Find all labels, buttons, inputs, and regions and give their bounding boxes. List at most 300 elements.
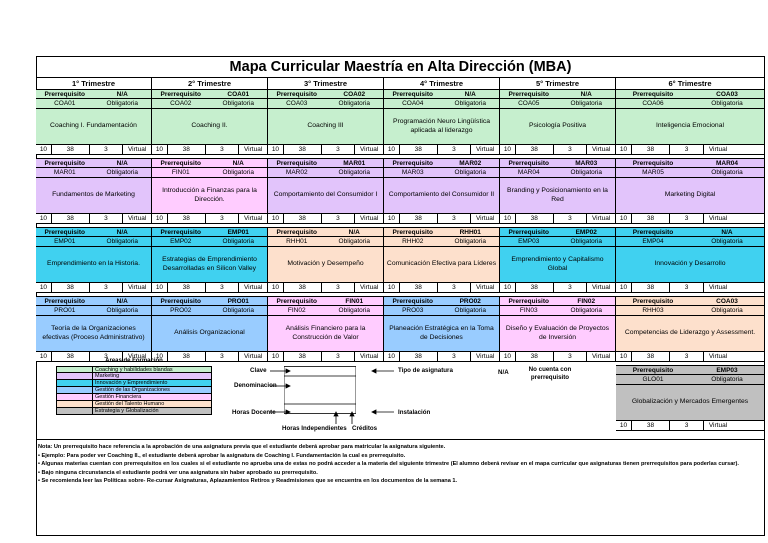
course-code: FIN02 [287, 307, 306, 314]
legend-item [56, 380, 212, 387]
course-name: Marketing Digital [616, 178, 765, 214]
course-card[interactable] [268, 296, 384, 365]
course-name: Coaching I. Fundamentación [36, 109, 152, 145]
modalidad: Virtual [708, 146, 728, 153]
horas-docente: 10 [616, 283, 632, 292]
horas-independientes: 38 [632, 145, 670, 154]
legend-swatch [57, 373, 93, 379]
horas-docente: 10 [384, 145, 400, 154]
course-card[interactable] [500, 296, 616, 365]
prereq-label: Prerrequisito [44, 229, 85, 236]
note-line: • Se recomienda leer las Políticas sobre- Re-cursar Asignaturas, Aplazamientos Retiros y Readmisiones que se encuentra en los documentos de la semana 1. [38, 478, 458, 484]
course-name: Fundamentos de Marketing [36, 178, 152, 214]
horas-independientes: 38 [632, 214, 670, 223]
course-type: Obligatoria [711, 238, 743, 245]
prereq-value: EMP01 [227, 229, 249, 236]
course-card[interactable] [384, 227, 500, 296]
modalidad: Virtual [591, 215, 611, 222]
course-code: RHH01 [286, 238, 308, 245]
modalidad: Virtual [359, 215, 379, 222]
modalidad: Virtual [475, 284, 495, 291]
course-type: Obligatoria [106, 169, 138, 176]
course-code: COA06 [642, 100, 664, 107]
trimestre-label: 2° Trimestre [152, 78, 268, 89]
course-type: Obligatoria [711, 376, 743, 383]
horas-independientes: 38 [516, 214, 554, 223]
course-card[interactable] [36, 296, 152, 365]
course-card[interactable] [384, 296, 500, 365]
modalidad: Virtual [708, 215, 728, 222]
course-name: Introducción a Finanzas para la Dirección. [152, 178, 268, 214]
creditos: 3 [90, 352, 124, 361]
legend-title: Areas de Formación [105, 358, 163, 364]
course-name: Planeación Estratégica en la Toma de Decisiones [384, 316, 500, 352]
course-card[interactable] [268, 227, 384, 296]
course-name: Inteligencia Emocional [616, 109, 765, 145]
prereq-label: Prerrequisito [632, 160, 674, 167]
prereq-value: COA03 [716, 91, 738, 98]
course-type: Obligatoria [222, 238, 254, 245]
trimestre-column [616, 78, 765, 434]
legend-label: Innovación y Emprendimiento [93, 380, 211, 386]
legend-item [56, 394, 212, 401]
trimestre-column [268, 78, 384, 365]
course-name: Análisis Financiero para la Construcción de Valor [268, 316, 384, 352]
legend-item [56, 401, 212, 408]
course-type: Obligatoria [106, 100, 138, 107]
notes [36, 439, 765, 536]
creditos: 3 [438, 283, 472, 292]
horas-docente: 10 [500, 283, 516, 292]
legend-label: Estrategia y Globalización [93, 408, 211, 414]
trimestre-label: 1° Trimestre [36, 78, 152, 89]
modalidad: Virtual [359, 353, 379, 360]
prereq-label: Prerrequisito [392, 91, 433, 98]
creditos: 3 [554, 352, 588, 361]
course-code: RHH02 [402, 238, 424, 245]
modalidad: Virtual [591, 146, 611, 153]
prereq-label: Prerrequisito [276, 229, 317, 236]
legend-swatch [57, 380, 93, 386]
creditos: 3 [206, 145, 240, 154]
prereq-value: N/A [348, 229, 360, 236]
key-horas-docente: Horas Docente [232, 409, 276, 416]
modalidad: Virtual [708, 422, 728, 429]
course-code: EMP04 [642, 238, 664, 245]
horas-docente: 10 [36, 145, 52, 154]
prereq-label: Prerrequisito [508, 229, 549, 236]
note-line: • Algunas materias cuentan con prerrequisitos en los cuales si el estudiante no aprueba una de estas no podrá acceder a la materia del siguiente trimestre (El alumno deberá revisar en el mapa curricular que asignaturas tienen prerrequisitos para poderlas cursar). [38, 461, 739, 467]
legend-label: Gestión de las Organizaciones [93, 387, 211, 393]
modalidad: Virtual [708, 353, 728, 360]
course-code: FIN01 [171, 169, 190, 176]
prereq-label: Prerrequisito [508, 298, 549, 305]
prereq-label: Prerrequisito [276, 298, 317, 305]
course-name: Coaching III [268, 109, 384, 145]
course-type: Obligatoria [454, 169, 486, 176]
horas-independientes: 38 [52, 214, 90, 223]
course-type: Obligatoria [338, 169, 370, 176]
horas-independientes: 38 [284, 352, 322, 361]
prereq-label: Prerrequisito [508, 91, 549, 98]
horas-docente: 10 [616, 421, 632, 430]
course-card[interactable] [616, 89, 765, 158]
prereq-label: Prerrequisito [160, 298, 201, 305]
horas-independientes: 38 [52, 283, 90, 292]
legend-swatch [57, 387, 93, 393]
horas-independientes: 38 [516, 352, 554, 361]
creditos: 3 [554, 145, 588, 154]
prereq-value: COA01 [227, 91, 250, 98]
prereq-label: Prerrequisito [44, 298, 85, 305]
prereq-label: Prerrequisito [276, 160, 317, 167]
horas-docente: 10 [616, 352, 632, 361]
horas-independientes: 38 [284, 283, 322, 292]
horas-docente: 10 [36, 352, 52, 361]
course-type: Obligatoria [454, 238, 486, 245]
legend-item [56, 366, 212, 373]
horas-docente: 10 [268, 352, 284, 361]
course-name: Comportamiento del Consumidor II [384, 178, 500, 214]
trimestre-label: 5° Trimestre [500, 78, 616, 89]
modalidad: Virtual [359, 284, 379, 291]
horas-docente: 10 [36, 283, 52, 292]
course-type: Obligatoria [570, 238, 602, 245]
prereq-label: Prerrequisito [44, 91, 85, 98]
course-name: Emprendimiento en la Historia. [36, 247, 152, 283]
course-type: Obligatoria [106, 238, 138, 245]
prereq-label: Prerrequisito [392, 229, 433, 236]
course-name: Teoría de la Organizaciones efectivas (Proceso Administrativo) [36, 316, 152, 352]
course-code: EMP01 [54, 238, 76, 245]
prereq-value: RHH01 [459, 229, 481, 236]
creditos: 3 [670, 145, 704, 154]
trimestre-column [36, 78, 152, 365]
prereq-label: Prerrequisito [508, 160, 549, 167]
legend-item [56, 373, 212, 380]
modalidad: Virtual [591, 353, 611, 360]
horas-docente: 10 [500, 352, 516, 361]
modalidad: Virtual [475, 146, 495, 153]
creditos: 3 [322, 352, 356, 361]
course-name: Estrategias de Emprendimiento Desarrolladas en Silicon Valley [152, 247, 268, 283]
prereq-label: Prerrequisito [632, 229, 674, 236]
legend-label: Marketing [93, 373, 211, 379]
prereq-value: FIN02 [577, 298, 596, 305]
course-card[interactable] [36, 158, 152, 227]
course-name: Emprendimiento y Capitalismo Global [500, 247, 616, 283]
horas-docente: 10 [36, 214, 52, 223]
course-type: Obligatoria [570, 169, 602, 176]
creditos: 3 [90, 145, 124, 154]
course-card[interactable] [616, 365, 765, 434]
horas-independientes: 38 [400, 145, 438, 154]
course-type: Obligatoria [338, 238, 370, 245]
course-name: Comunicación Efectiva para Líderes [384, 247, 500, 283]
course-card[interactable] [616, 227, 765, 296]
prereq-value: N/A [116, 160, 128, 167]
course-card[interactable] [152, 158, 268, 227]
modalidad: Virtual [243, 146, 263, 153]
course-type: Obligatoria [338, 100, 370, 107]
course-card[interactable] [384, 158, 500, 227]
prereq-label: Prerrequisito [160, 229, 201, 236]
horas-independientes: 38 [168, 283, 206, 292]
course-name: Globalización y Mercados Emergentes [616, 385, 765, 421]
legend-swatch [57, 408, 93, 414]
course-type: Obligatoria [222, 307, 254, 314]
horas-independientes: 38 [168, 145, 206, 154]
horas-docente: 10 [500, 145, 516, 154]
course-type: Obligatoria [711, 169, 743, 176]
course-card[interactable] [384, 89, 500, 158]
prereq-value: N/A [232, 160, 244, 167]
horas-independientes: 38 [168, 352, 206, 361]
horas-independientes: 38 [400, 214, 438, 223]
course-card[interactable] [152, 296, 268, 365]
creditos: 3 [322, 283, 356, 292]
course-card[interactable] [500, 89, 616, 158]
prereq-label: Prerrequisito [392, 298, 433, 305]
legend-item [56, 408, 212, 415]
horas-docente: 10 [268, 214, 284, 223]
course-name: Competencias de Liderazgo y Assessment. [616, 316, 765, 352]
course-name: Branding y Posicionamiento en la Red [500, 178, 616, 214]
course-name: Diseño y Evaluación de Proyectos de Inversión [500, 316, 616, 352]
creditos: 3 [554, 283, 588, 292]
legend-swatch [57, 367, 93, 372]
course-card[interactable] [268, 158, 384, 227]
course-code: EMP02 [170, 238, 192, 245]
modalidad: Virtual [359, 146, 379, 153]
course-type: Obligatoria [570, 307, 602, 314]
modalidad: Virtual [127, 284, 147, 291]
course-card[interactable] [268, 89, 384, 158]
prereq-value: EMP02 [575, 229, 597, 236]
course-code: MAR01 [53, 169, 76, 176]
course-code: GLO01 [642, 376, 664, 383]
horas-independientes: 38 [52, 352, 90, 361]
trimestre-label: 4° Trimestre [384, 78, 500, 89]
prereq-value: MAR03 [575, 160, 598, 167]
prereq-label: Prerrequisito [632, 91, 674, 98]
course-type: Obligatoria [106, 307, 138, 314]
course-code: MAR03 [401, 169, 424, 176]
prereq-label: Prerrequisito [276, 91, 317, 98]
horas-independientes: 38 [400, 283, 438, 292]
legend [56, 357, 212, 415]
key-creditos: Créditos [352, 425, 378, 432]
prereq-label: Prerrequisito [632, 298, 674, 305]
modalidad: Virtual [243, 353, 263, 360]
horas-docente: 10 [152, 214, 168, 223]
key-denominacion: Denominacion [234, 382, 277, 389]
modalidad: Virtual [127, 215, 147, 222]
creditos: 3 [670, 214, 704, 223]
prereq-value: N/A [464, 91, 476, 98]
creditos: 3 [206, 352, 240, 361]
course-code: MAR04 [517, 169, 540, 176]
course-name: Motivación y Desempeño [268, 247, 384, 283]
horas-docente: 10 [384, 352, 400, 361]
horas-independientes: 38 [632, 352, 670, 361]
key-horas-independientes: Horas Independientes [282, 425, 347, 432]
prereq-value: PRO01 [227, 298, 249, 305]
legend-swatch [57, 394, 93, 400]
key-na-desc: No cuenta con prerrequisito [528, 366, 572, 381]
creditos: 3 [90, 283, 124, 292]
course-type: Obligatoria [711, 307, 743, 314]
prereq-value: MAR04 [715, 160, 739, 167]
course-code: COA05 [518, 100, 540, 107]
legend-label: Gestión Financiera [93, 394, 211, 400]
note-line: • Ejemplo: Para poder ver Coaching II., el estudiante deberá aprobar la asignatura de Coaching I. Fundamentación la cual es prerrequisito. [38, 452, 406, 459]
horas-docente: 10 [268, 145, 284, 154]
horas-docente: 10 [152, 283, 168, 292]
key-arrows [264, 366, 434, 428]
horas-docente: 10 [384, 283, 400, 292]
horas-docente: 10 [152, 352, 168, 361]
creditos: 3 [670, 352, 704, 361]
prereq-label: Prerrequisito [392, 160, 433, 167]
prereq-value: EMP03 [716, 367, 738, 374]
course-code: MAR02 [285, 169, 308, 176]
modalidad: Virtual [127, 353, 147, 360]
prereq-label: Prerrequisito [44, 160, 85, 167]
course-name: Coaching II. [152, 109, 268, 145]
key-instalacion: Instalación [398, 409, 431, 416]
creditos: 3 [206, 214, 240, 223]
horas-docente: 10 [152, 145, 168, 154]
modalidad: Virtual [127, 146, 147, 153]
course-name: Análisis Organizacional [152, 316, 268, 352]
horas-independientes: 38 [400, 352, 438, 361]
creditos: 3 [670, 421, 704, 430]
horas-independientes: 38 [52, 145, 90, 154]
horas-docente: 10 [616, 214, 632, 223]
course-code: FIN03 [519, 307, 538, 314]
horas-docente: 10 [384, 214, 400, 223]
horas-independientes: 38 [516, 283, 554, 292]
modalidad: Virtual [243, 215, 263, 222]
course-code: PRO01 [54, 307, 76, 314]
prereq-value: N/A [580, 91, 592, 98]
course-name: Psicología Positiva [500, 109, 616, 145]
course-code: COA01 [54, 100, 76, 107]
creditos: 3 [90, 214, 124, 223]
course-code: COA03 [286, 100, 308, 107]
creditos: 3 [438, 145, 472, 154]
course-code: PRO03 [402, 307, 424, 314]
prereq-value: N/A [116, 298, 128, 305]
horas-docente: 10 [268, 283, 284, 292]
trimestre-column [152, 78, 268, 365]
prereq-value: FIN01 [345, 298, 364, 305]
legend-label: Gestión del Talento Humano [93, 401, 211, 407]
prereq-value: COA03 [716, 298, 738, 305]
course-card[interactable] [500, 158, 616, 227]
course-name: Programación Neuro Lingüística aplicada al liderazgo [384, 109, 500, 145]
course-type: Obligatoria [570, 100, 602, 107]
trimestre-column [384, 78, 500, 365]
course-code: RHH03 [642, 307, 664, 314]
course-card[interactable] [500, 227, 616, 296]
creditos: 3 [670, 283, 704, 292]
key-tipo: Tipo de asignatura [398, 367, 453, 374]
prereq-value: MAR02 [459, 160, 482, 167]
creditos: 3 [554, 214, 588, 223]
prereq-label: Prerrequisito [160, 91, 201, 98]
note-line: Nota: Un prerrequisito hace referencia a la aprobación de una asignatura previa que el estudiante deberá aprobar para matricular la asignatura siguiente. [38, 444, 446, 450]
creditos: 3 [438, 214, 472, 223]
horas-independientes: 38 [168, 214, 206, 223]
horas-independientes: 38 [284, 145, 322, 154]
course-type: Obligatoria [338, 307, 370, 314]
course-code: MAR05 [642, 169, 664, 176]
trimestre-column [500, 78, 616, 365]
course-type: Obligatoria [222, 100, 254, 107]
course-name: Comportamiento del Consumidor I [268, 178, 384, 214]
key-na: N/A [498, 369, 509, 376]
creditos: 3 [322, 214, 356, 223]
horas-independientes: 38 [632, 421, 670, 430]
course-type: Obligatoria [222, 169, 254, 176]
prereq-value: N/A [116, 91, 128, 98]
course-card[interactable] [36, 227, 152, 296]
course-card[interactable] [616, 296, 765, 365]
prereq-label: Prerrequisito [160, 160, 201, 167]
horas-independientes: 38 [632, 283, 670, 292]
trimestre-label: 3° Trimestre [268, 78, 384, 89]
course-card[interactable] [152, 89, 268, 158]
prereq-value: MAR01 [343, 160, 366, 167]
modalidad: Virtual [243, 284, 263, 291]
legend-label: Coaching y habilidades blandas [93, 367, 211, 372]
modalidad: Virtual [475, 353, 495, 360]
course-code: COA02 [170, 100, 192, 107]
horas-docente: 10 [616, 145, 632, 154]
course-card[interactable] [616, 158, 765, 227]
course-type: Obligatoria [454, 100, 486, 107]
key-clave: Clave [250, 367, 267, 374]
legend-item [56, 387, 212, 394]
modalidad: Virtual [708, 284, 728, 291]
modalidad: Virtual [475, 215, 495, 222]
horas-docente: 10 [500, 214, 516, 223]
course-code: PRO02 [170, 307, 192, 314]
trimestre-label: 6° Trimestre [616, 78, 765, 89]
horas-independientes: 38 [284, 214, 322, 223]
course-code: EMP03 [518, 238, 540, 245]
page-title: Mapa Curricular Maestría en Alta Dirección (MBA) [36, 56, 765, 78]
prereq-label: Prerrequisito [632, 367, 674, 374]
prereq-value: N/A [721, 229, 733, 236]
legend-swatch [57, 401, 93, 407]
course-name: Innovación y Desarrollo [616, 247, 765, 283]
prereq-value: N/A [116, 229, 128, 236]
prereq-value: PRO02 [459, 298, 481, 305]
modalidad: Virtual [591, 284, 611, 291]
course-type: Obligatoria [454, 307, 486, 314]
creditos: 3 [206, 283, 240, 292]
course-type: Obligatoria [711, 100, 743, 107]
creditos: 3 [438, 352, 472, 361]
course-card[interactable] [36, 89, 152, 158]
horas-independientes: 38 [516, 145, 554, 154]
creditos: 3 [322, 145, 356, 154]
course-code: COA04 [402, 100, 424, 107]
course-card[interactable] [152, 227, 268, 296]
